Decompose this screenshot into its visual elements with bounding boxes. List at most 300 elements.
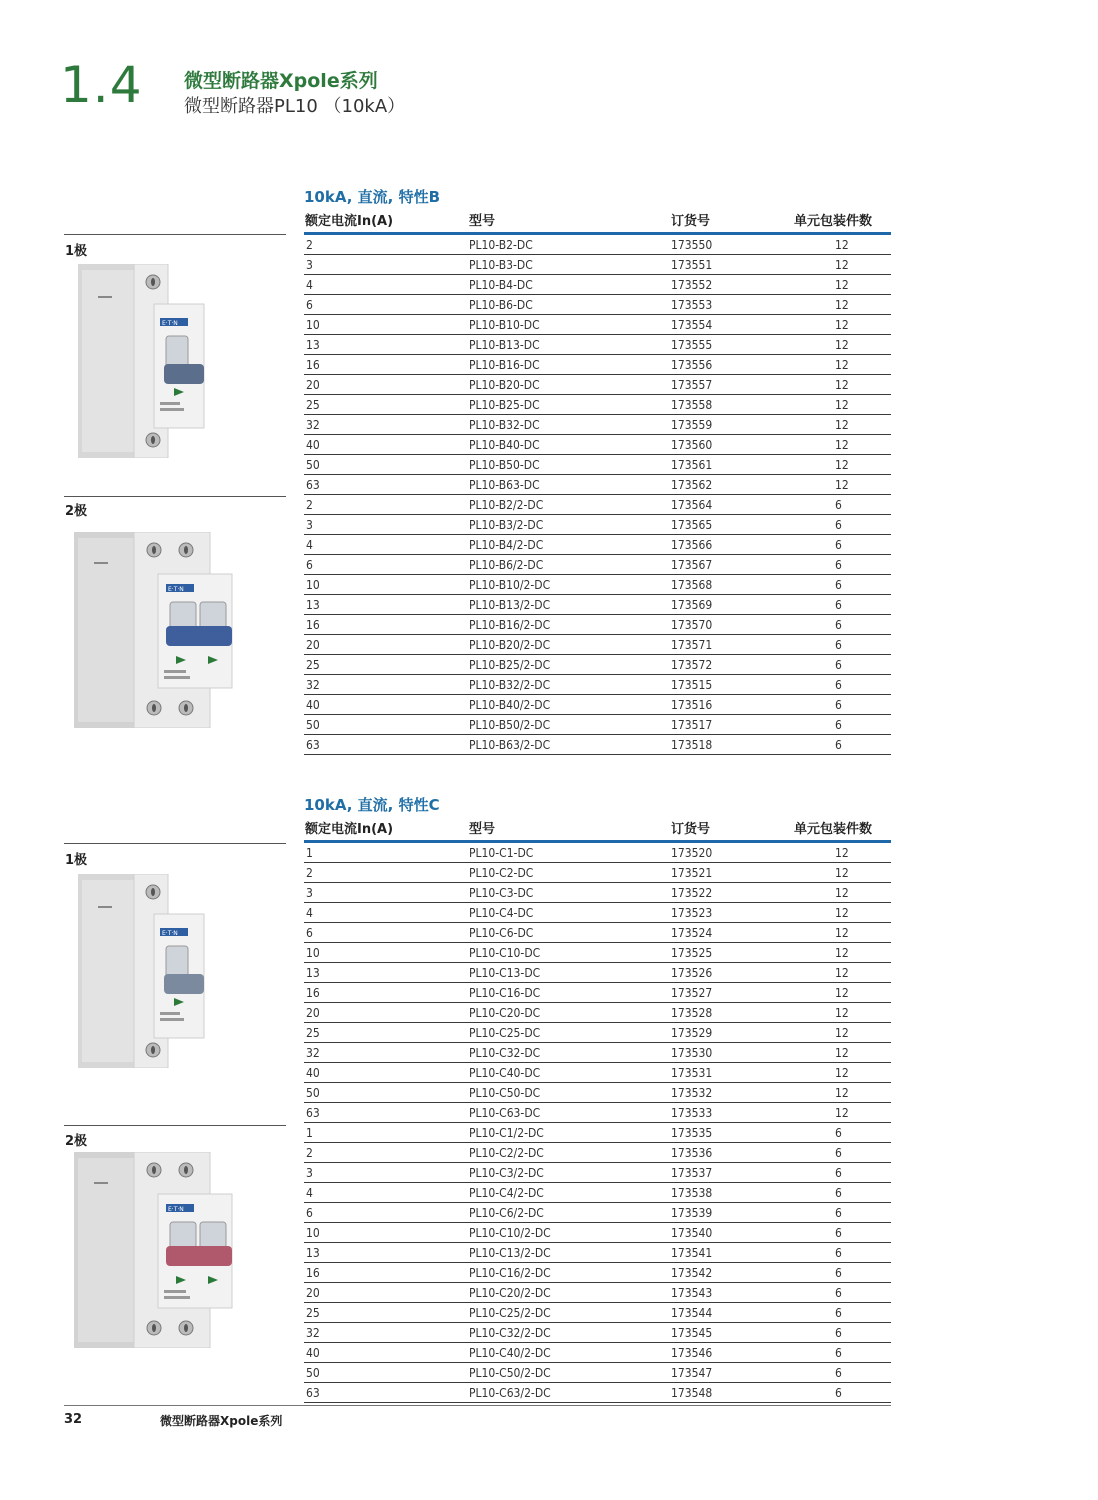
table-row xyxy=(304,863,891,883)
cell-model: PL10-B50/2-DC xyxy=(469,718,551,732)
cell-pack-qty: 12 xyxy=(835,846,849,860)
cell-pack-qty: 6 xyxy=(835,678,842,692)
chapter-number: 1.4 xyxy=(60,56,143,114)
cell-order-no: 173543 xyxy=(671,1286,713,1300)
cell-pack-qty: 6 xyxy=(835,498,842,512)
table-row xyxy=(304,535,891,555)
cell-model: PL10-B25-DC xyxy=(469,398,540,412)
cell-pack-qty: 6 xyxy=(835,698,842,712)
cell-order-no: 173530 xyxy=(671,1046,713,1060)
cell-pack-qty: 6 xyxy=(835,738,842,752)
cell-rated-current: 6 xyxy=(306,1206,313,1220)
cell-order-no: 173568 xyxy=(671,578,713,592)
breaker-1pole-b-image xyxy=(78,264,208,458)
cell-model: PL10-C13-DC xyxy=(469,966,541,980)
toggle-handle xyxy=(166,1246,232,1266)
table-row xyxy=(304,1123,891,1143)
cell-rated-current: 20 xyxy=(306,1286,320,1300)
footer-rule xyxy=(64,1405,891,1406)
cell-model: PL10-C16/2-DC xyxy=(469,1266,551,1280)
cell-model: PL10-C6/2-DC xyxy=(469,1206,544,1220)
cell-order-no: 173522 xyxy=(671,886,713,900)
cell-order-no: 173525 xyxy=(671,946,713,960)
cell-model: PL10-B10-DC xyxy=(469,318,540,332)
cell-pack-qty: 6 xyxy=(835,578,842,592)
cell-model: PL10-C10/2-DC xyxy=(469,1226,551,1240)
cell-pack-qty: 6 xyxy=(835,1226,842,1240)
cell-rated-current: 13 xyxy=(306,966,320,980)
cell-model: PL10-C4-DC xyxy=(469,906,534,920)
cell-rated-current: 3 xyxy=(306,518,313,532)
table-row xyxy=(304,1163,891,1183)
table-row xyxy=(304,883,891,903)
table-row xyxy=(304,1323,891,1343)
cell-pack-qty: 12 xyxy=(835,478,849,492)
cell-order-no: 173515 xyxy=(671,678,713,692)
cell-pack-qty: 6 xyxy=(835,518,842,532)
table-row xyxy=(304,315,891,335)
cell-rated-current: 50 xyxy=(306,1086,320,1100)
table-row xyxy=(304,1383,891,1403)
cell-model: PL10-B6-DC xyxy=(469,298,533,312)
cell-rated-current: 16 xyxy=(306,358,320,372)
cell-rated-current: 10 xyxy=(306,318,320,332)
cell-pack-qty: 6 xyxy=(835,658,842,672)
cell-rated-current: 10 xyxy=(306,578,320,592)
cell-rated-current: 32 xyxy=(306,1326,320,1340)
cell-rated-current: 40 xyxy=(306,438,320,452)
cell-pack-qty: 12 xyxy=(835,438,849,452)
cell-model: PL10-B6/2-DC xyxy=(469,558,544,572)
cell-model: PL10-C10-DC xyxy=(469,946,541,960)
cell-rated-current: 63 xyxy=(306,1386,320,1400)
cell-rated-current: 16 xyxy=(306,618,320,632)
table-row xyxy=(304,1223,891,1243)
cell-model: PL10-B32-DC xyxy=(469,418,540,432)
cell-rated-current: 25 xyxy=(306,1026,320,1040)
cell-order-no: 173546 xyxy=(671,1346,713,1360)
cell-model: PL10-C13/2-DC xyxy=(469,1246,551,1260)
cell-rated-current: 16 xyxy=(306,986,320,1000)
cell-pack-qty: 12 xyxy=(835,886,849,900)
cell-model: PL10-B40-DC xyxy=(469,438,540,452)
brand-logo: E·T·N xyxy=(162,320,178,327)
cell-rated-current: 50 xyxy=(306,718,320,732)
cell-rated-current: 4 xyxy=(306,906,313,920)
cell-rated-current: 6 xyxy=(306,558,313,572)
cell-rated-current: 6 xyxy=(306,926,313,940)
table-row xyxy=(304,335,891,355)
cell-pack-qty: 12 xyxy=(835,318,849,332)
cell-model: PL10-C20/2-DC xyxy=(469,1286,551,1300)
cell-order-no: 173552 xyxy=(671,278,713,292)
cell-pack-qty: 6 xyxy=(835,638,842,652)
cell-order-no: 173531 xyxy=(671,1066,713,1080)
cell-order-no: 173553 xyxy=(671,298,713,312)
cell-rated-current: 3 xyxy=(306,1166,313,1180)
chapter-title: 微型断路器Xpole系列 xyxy=(184,70,378,92)
cell-model: PL10-C63-DC xyxy=(469,1106,541,1120)
cell-model: PL10-B25/2-DC xyxy=(469,658,551,672)
cell-order-no: 173554 xyxy=(671,318,713,332)
cell-rated-current: 1 xyxy=(306,1126,313,1140)
cell-pack-qty: 6 xyxy=(835,1266,842,1280)
cell-order-no: 173539 xyxy=(671,1206,713,1220)
table-row xyxy=(304,1023,891,1043)
table-row xyxy=(304,235,891,255)
cell-rated-current: 4 xyxy=(306,1186,313,1200)
chapter-subtitle: 微型断路器PL10 （10kA） xyxy=(184,96,406,117)
cell-rated-current: 32 xyxy=(306,418,320,432)
cell-order-no: 173556 xyxy=(671,358,713,372)
table-row xyxy=(304,903,891,923)
cell-model: PL10-C2/2-DC xyxy=(469,1146,544,1160)
cell-order-no: 173567 xyxy=(671,558,713,572)
cell-pack-qty: 6 xyxy=(835,1366,842,1380)
cell-order-no: 173545 xyxy=(671,1326,713,1340)
cell-model: PL10-C40/2-DC xyxy=(469,1346,551,1360)
cell-pack-qty: 6 xyxy=(835,1306,842,1320)
table-section-b xyxy=(304,232,891,755)
footer-title: 微型断路器Xpole系列 xyxy=(160,1414,283,1428)
cell-pack-qty: 6 xyxy=(835,718,842,732)
col-head-pack: 单元包装件数 xyxy=(794,214,873,229)
table-row xyxy=(304,843,891,863)
breaker-2pole-b-image xyxy=(74,532,244,728)
cell-rated-current: 4 xyxy=(306,538,313,552)
cell-pack-qty: 12 xyxy=(835,1086,849,1100)
cell-rated-current: 63 xyxy=(306,1106,320,1120)
cell-order-no: 173542 xyxy=(671,1266,713,1280)
table-row xyxy=(304,1243,891,1263)
table-row xyxy=(304,255,891,275)
cell-order-no: 173541 xyxy=(671,1246,713,1260)
table-row xyxy=(304,495,891,515)
cell-order-no: 173527 xyxy=(671,986,713,1000)
cell-model: PL10-C16-DC xyxy=(469,986,541,1000)
cell-rated-current: 50 xyxy=(306,1366,320,1380)
cell-order-no: 173535 xyxy=(671,1126,713,1140)
cell-model: PL10-C25-DC xyxy=(469,1026,541,1040)
pole-label-b1: 1极 xyxy=(65,244,88,259)
brand-logo: E·T·N xyxy=(162,930,178,937)
cell-pack-qty: 6 xyxy=(835,618,842,632)
cell-model: PL10-C2-DC xyxy=(469,866,534,880)
cell-model: PL10-B63-DC xyxy=(469,478,540,492)
table-row xyxy=(304,675,891,695)
cell-pack-qty: 12 xyxy=(835,1006,849,1020)
cell-rated-current: 3 xyxy=(306,886,313,900)
cell-model: PL10-C25/2-DC xyxy=(469,1306,551,1320)
table-row xyxy=(304,555,891,575)
col-head-order: 订货号 xyxy=(671,822,711,837)
col-head-current: 额定电流In(A) xyxy=(305,214,394,229)
cell-pack-qty: 12 xyxy=(835,358,849,372)
cell-rated-current: 63 xyxy=(306,478,320,492)
cell-rated-current: 20 xyxy=(306,638,320,652)
cell-rated-current: 2 xyxy=(306,1146,313,1160)
cell-pack-qty: 6 xyxy=(835,598,842,612)
cell-rated-current: 40 xyxy=(306,1066,320,1080)
cell-order-no: 173547 xyxy=(671,1366,713,1380)
cell-model: PL10-B16/2-DC xyxy=(469,618,551,632)
table-row xyxy=(304,595,891,615)
cell-model: PL10-B2-DC xyxy=(469,238,533,252)
cell-pack-qty: 12 xyxy=(835,258,849,272)
cell-order-no: 173518 xyxy=(671,738,713,752)
table-section-c xyxy=(304,840,891,1403)
cell-order-no: 173559 xyxy=(671,418,713,432)
cell-model: PL10-C4/2-DC xyxy=(469,1186,544,1200)
cell-pack-qty: 6 xyxy=(835,1166,842,1180)
cell-pack-qty: 6 xyxy=(835,1126,842,1140)
cell-order-no: 173536 xyxy=(671,1146,713,1160)
cell-pack-qty: 6 xyxy=(835,1326,842,1340)
cell-model: PL10-B32/2-DC xyxy=(469,678,551,692)
table-row xyxy=(304,1143,891,1163)
cell-rated-current: 40 xyxy=(306,1346,320,1360)
cell-rated-current: 4 xyxy=(306,278,313,292)
cell-rated-current: 16 xyxy=(306,1266,320,1280)
cell-order-no: 173557 xyxy=(671,378,713,392)
cell-rated-current: 32 xyxy=(306,678,320,692)
cell-rated-current: 10 xyxy=(306,1226,320,1240)
table-row xyxy=(304,943,891,963)
cell-pack-qty: 12 xyxy=(835,1106,849,1120)
cell-model: PL10-C3/2-DC xyxy=(469,1166,544,1180)
cell-pack-qty: 12 xyxy=(835,946,849,960)
section-title-b: 10kA, 直流, 特性B xyxy=(304,188,441,206)
cell-model: PL10-B13/2-DC xyxy=(469,598,551,612)
cell-model: PL10-B16-DC xyxy=(469,358,540,372)
cell-model: PL10-C1-DC xyxy=(469,846,534,860)
cell-order-no: 173538 xyxy=(671,1186,713,1200)
table-row xyxy=(304,455,891,475)
cell-order-no: 173551 xyxy=(671,258,713,272)
toggle-handle xyxy=(164,364,204,384)
cell-model: PL10-C32/2-DC xyxy=(469,1326,551,1340)
cell-rated-current: 2 xyxy=(306,498,313,512)
table-row xyxy=(304,655,891,675)
cell-order-no: 173537 xyxy=(671,1166,713,1180)
section-title-c: 10kA, 直流, 特性C xyxy=(304,796,440,814)
cell-pack-qty: 6 xyxy=(835,538,842,552)
cell-order-no: 173571 xyxy=(671,638,713,652)
cell-pack-qty: 6 xyxy=(835,558,842,572)
cell-rated-current: 3 xyxy=(306,258,313,272)
cell-model: PL10-B13-DC xyxy=(469,338,540,352)
cell-pack-qty: 12 xyxy=(835,278,849,292)
table-row xyxy=(304,635,891,655)
col-head-model: 型号 xyxy=(469,214,496,229)
cell-model: PL10-B40/2-DC xyxy=(469,698,551,712)
table-row xyxy=(304,475,891,495)
table-row xyxy=(304,1103,891,1123)
pole-divider xyxy=(64,234,286,235)
cell-pack-qty: 6 xyxy=(835,1146,842,1160)
cell-order-no: 173540 xyxy=(671,1226,713,1240)
cell-pack-qty: 6 xyxy=(835,1206,842,1220)
table-row xyxy=(304,735,891,755)
table-row xyxy=(304,295,891,315)
table-row xyxy=(304,395,891,415)
cell-order-no: 173564 xyxy=(671,498,713,512)
cell-pack-qty: 12 xyxy=(835,1026,849,1040)
cell-rated-current: 1 xyxy=(306,846,313,860)
cell-order-no: 173544 xyxy=(671,1306,713,1320)
breaker-1pole-c-image xyxy=(78,874,208,1068)
cell-rated-current: 13 xyxy=(306,1246,320,1260)
table-row xyxy=(304,435,891,455)
table-row xyxy=(304,1043,891,1063)
cell-pack-qty: 12 xyxy=(835,1066,849,1080)
cell-rated-current: 32 xyxy=(306,1046,320,1060)
cell-order-no: 173516 xyxy=(671,698,713,712)
cell-pack-qty: 12 xyxy=(835,298,849,312)
cell-model: PL10-C1/2-DC xyxy=(469,1126,544,1140)
table-row xyxy=(304,575,891,595)
pole-label-b2: 2极 xyxy=(65,504,88,519)
cell-pack-qty: 12 xyxy=(835,458,849,472)
cell-order-no: 173550 xyxy=(671,238,713,252)
cell-pack-qty: 12 xyxy=(835,906,849,920)
cell-order-no: 173561 xyxy=(671,458,713,472)
cell-order-no: 173526 xyxy=(671,966,713,980)
pole-divider xyxy=(64,843,286,844)
cell-model: PL10-B3-DC xyxy=(469,258,533,272)
cell-order-no: 173566 xyxy=(671,538,713,552)
cell-rated-current: 20 xyxy=(306,378,320,392)
cell-rated-current: 50 xyxy=(306,458,320,472)
cell-order-no: 173565 xyxy=(671,518,713,532)
cell-order-no: 173562 xyxy=(671,478,713,492)
cell-order-no: 173520 xyxy=(671,846,713,860)
table-row xyxy=(304,923,891,943)
cell-pack-qty: 12 xyxy=(835,378,849,392)
cell-rated-current: 20 xyxy=(306,1006,320,1020)
cell-model: PL10-B10/2-DC xyxy=(469,578,551,592)
col-head-order: 订货号 xyxy=(671,214,711,229)
table-row xyxy=(304,1363,891,1383)
cell-model: PL10-B50-DC xyxy=(469,458,540,472)
cell-rated-current: 25 xyxy=(306,1306,320,1320)
pole-label-c1: 1极 xyxy=(65,853,88,868)
cell-pack-qty: 6 xyxy=(835,1286,842,1300)
cell-order-no: 173524 xyxy=(671,926,713,940)
cell-model: PL10-B4-DC xyxy=(469,278,533,292)
table-row xyxy=(304,1343,891,1363)
cell-pack-qty: 12 xyxy=(835,398,849,412)
cell-order-no: 173548 xyxy=(671,1386,713,1400)
cell-rated-current: 40 xyxy=(306,698,320,712)
table-row xyxy=(304,1003,891,1023)
cell-pack-qty: 12 xyxy=(835,966,849,980)
cell-model: PL10-C32-DC xyxy=(469,1046,541,1060)
table-row xyxy=(304,695,891,715)
cell-order-no: 173569 xyxy=(671,598,713,612)
table-row xyxy=(304,375,891,395)
table-row xyxy=(304,355,891,375)
cell-order-no: 173572 xyxy=(671,658,713,672)
pole-divider xyxy=(64,1125,286,1126)
cell-order-no: 173560 xyxy=(671,438,713,452)
cell-model: PL10-B4/2-DC xyxy=(469,538,544,552)
cell-order-no: 173517 xyxy=(671,718,713,732)
cell-rated-current: 2 xyxy=(306,866,313,880)
cell-model: PL10-B2/2-DC xyxy=(469,498,544,512)
table-row xyxy=(304,615,891,635)
table-row xyxy=(304,515,891,535)
table-row xyxy=(304,415,891,435)
table-row xyxy=(304,1203,891,1223)
table-row xyxy=(304,983,891,1003)
cell-order-no: 173533 xyxy=(671,1106,713,1120)
table-row xyxy=(304,1263,891,1283)
brand-logo: E·T·N xyxy=(168,1206,184,1213)
col-head-current: 额定电流In(A) xyxy=(305,822,394,837)
cell-pack-qty: 12 xyxy=(835,238,849,252)
cell-model: PL10-C50-DC xyxy=(469,1086,541,1100)
cell-rated-current: 25 xyxy=(306,398,320,412)
cell-order-no: 173532 xyxy=(671,1086,713,1100)
cell-order-no: 173558 xyxy=(671,398,713,412)
cell-pack-qty: 12 xyxy=(835,926,849,940)
col-head-model: 型号 xyxy=(469,822,496,837)
cell-rated-current: 63 xyxy=(306,738,320,752)
table-row xyxy=(304,1183,891,1203)
cell-pack-qty: 12 xyxy=(835,986,849,1000)
cell-order-no: 173528 xyxy=(671,1006,713,1020)
cell-pack-qty: 6 xyxy=(835,1346,842,1360)
pole-label-c2: 2极 xyxy=(65,1134,88,1149)
cell-model: PL10-B20-DC xyxy=(469,378,540,392)
cell-model: PL10-B63/2-DC xyxy=(469,738,551,752)
cell-order-no: 173555 xyxy=(671,338,713,352)
cell-model: PL10-C20-DC xyxy=(469,1006,541,1020)
cell-rated-current: 13 xyxy=(306,598,320,612)
cell-rated-current: 2 xyxy=(306,238,313,252)
page-number: 32 xyxy=(64,1412,83,1427)
col-head-pack: 单元包装件数 xyxy=(794,822,873,837)
table-row xyxy=(304,1283,891,1303)
cell-model: PL10-B3/2-DC xyxy=(469,518,544,532)
cell-pack-qty: 6 xyxy=(835,1386,842,1400)
brand-logo: E·T·N xyxy=(168,586,184,593)
toggle-handle xyxy=(164,974,204,994)
cell-rated-current: 10 xyxy=(306,946,320,960)
table-row xyxy=(304,963,891,983)
cell-model: PL10-C50/2-DC xyxy=(469,1366,551,1380)
cell-model: PL10-C3-DC xyxy=(469,886,534,900)
cell-order-no: 173521 xyxy=(671,866,713,880)
pole-divider xyxy=(64,496,286,497)
cell-order-no: 173523 xyxy=(671,906,713,920)
cell-rated-current: 13 xyxy=(306,338,320,352)
cell-pack-qty: 12 xyxy=(835,1046,849,1060)
cell-pack-qty: 6 xyxy=(835,1246,842,1260)
cell-rated-current: 25 xyxy=(306,658,320,672)
cell-order-no: 173570 xyxy=(671,618,713,632)
table-row xyxy=(304,1083,891,1103)
table-row xyxy=(304,1303,891,1323)
toggle-handle xyxy=(166,626,232,646)
cell-pack-qty: 12 xyxy=(835,418,849,432)
cell-pack-qty: 12 xyxy=(835,338,849,352)
table-row xyxy=(304,715,891,735)
cell-model: PL10-C40-DC xyxy=(469,1066,541,1080)
cell-pack-qty: 12 xyxy=(835,866,849,880)
table-row xyxy=(304,275,891,295)
